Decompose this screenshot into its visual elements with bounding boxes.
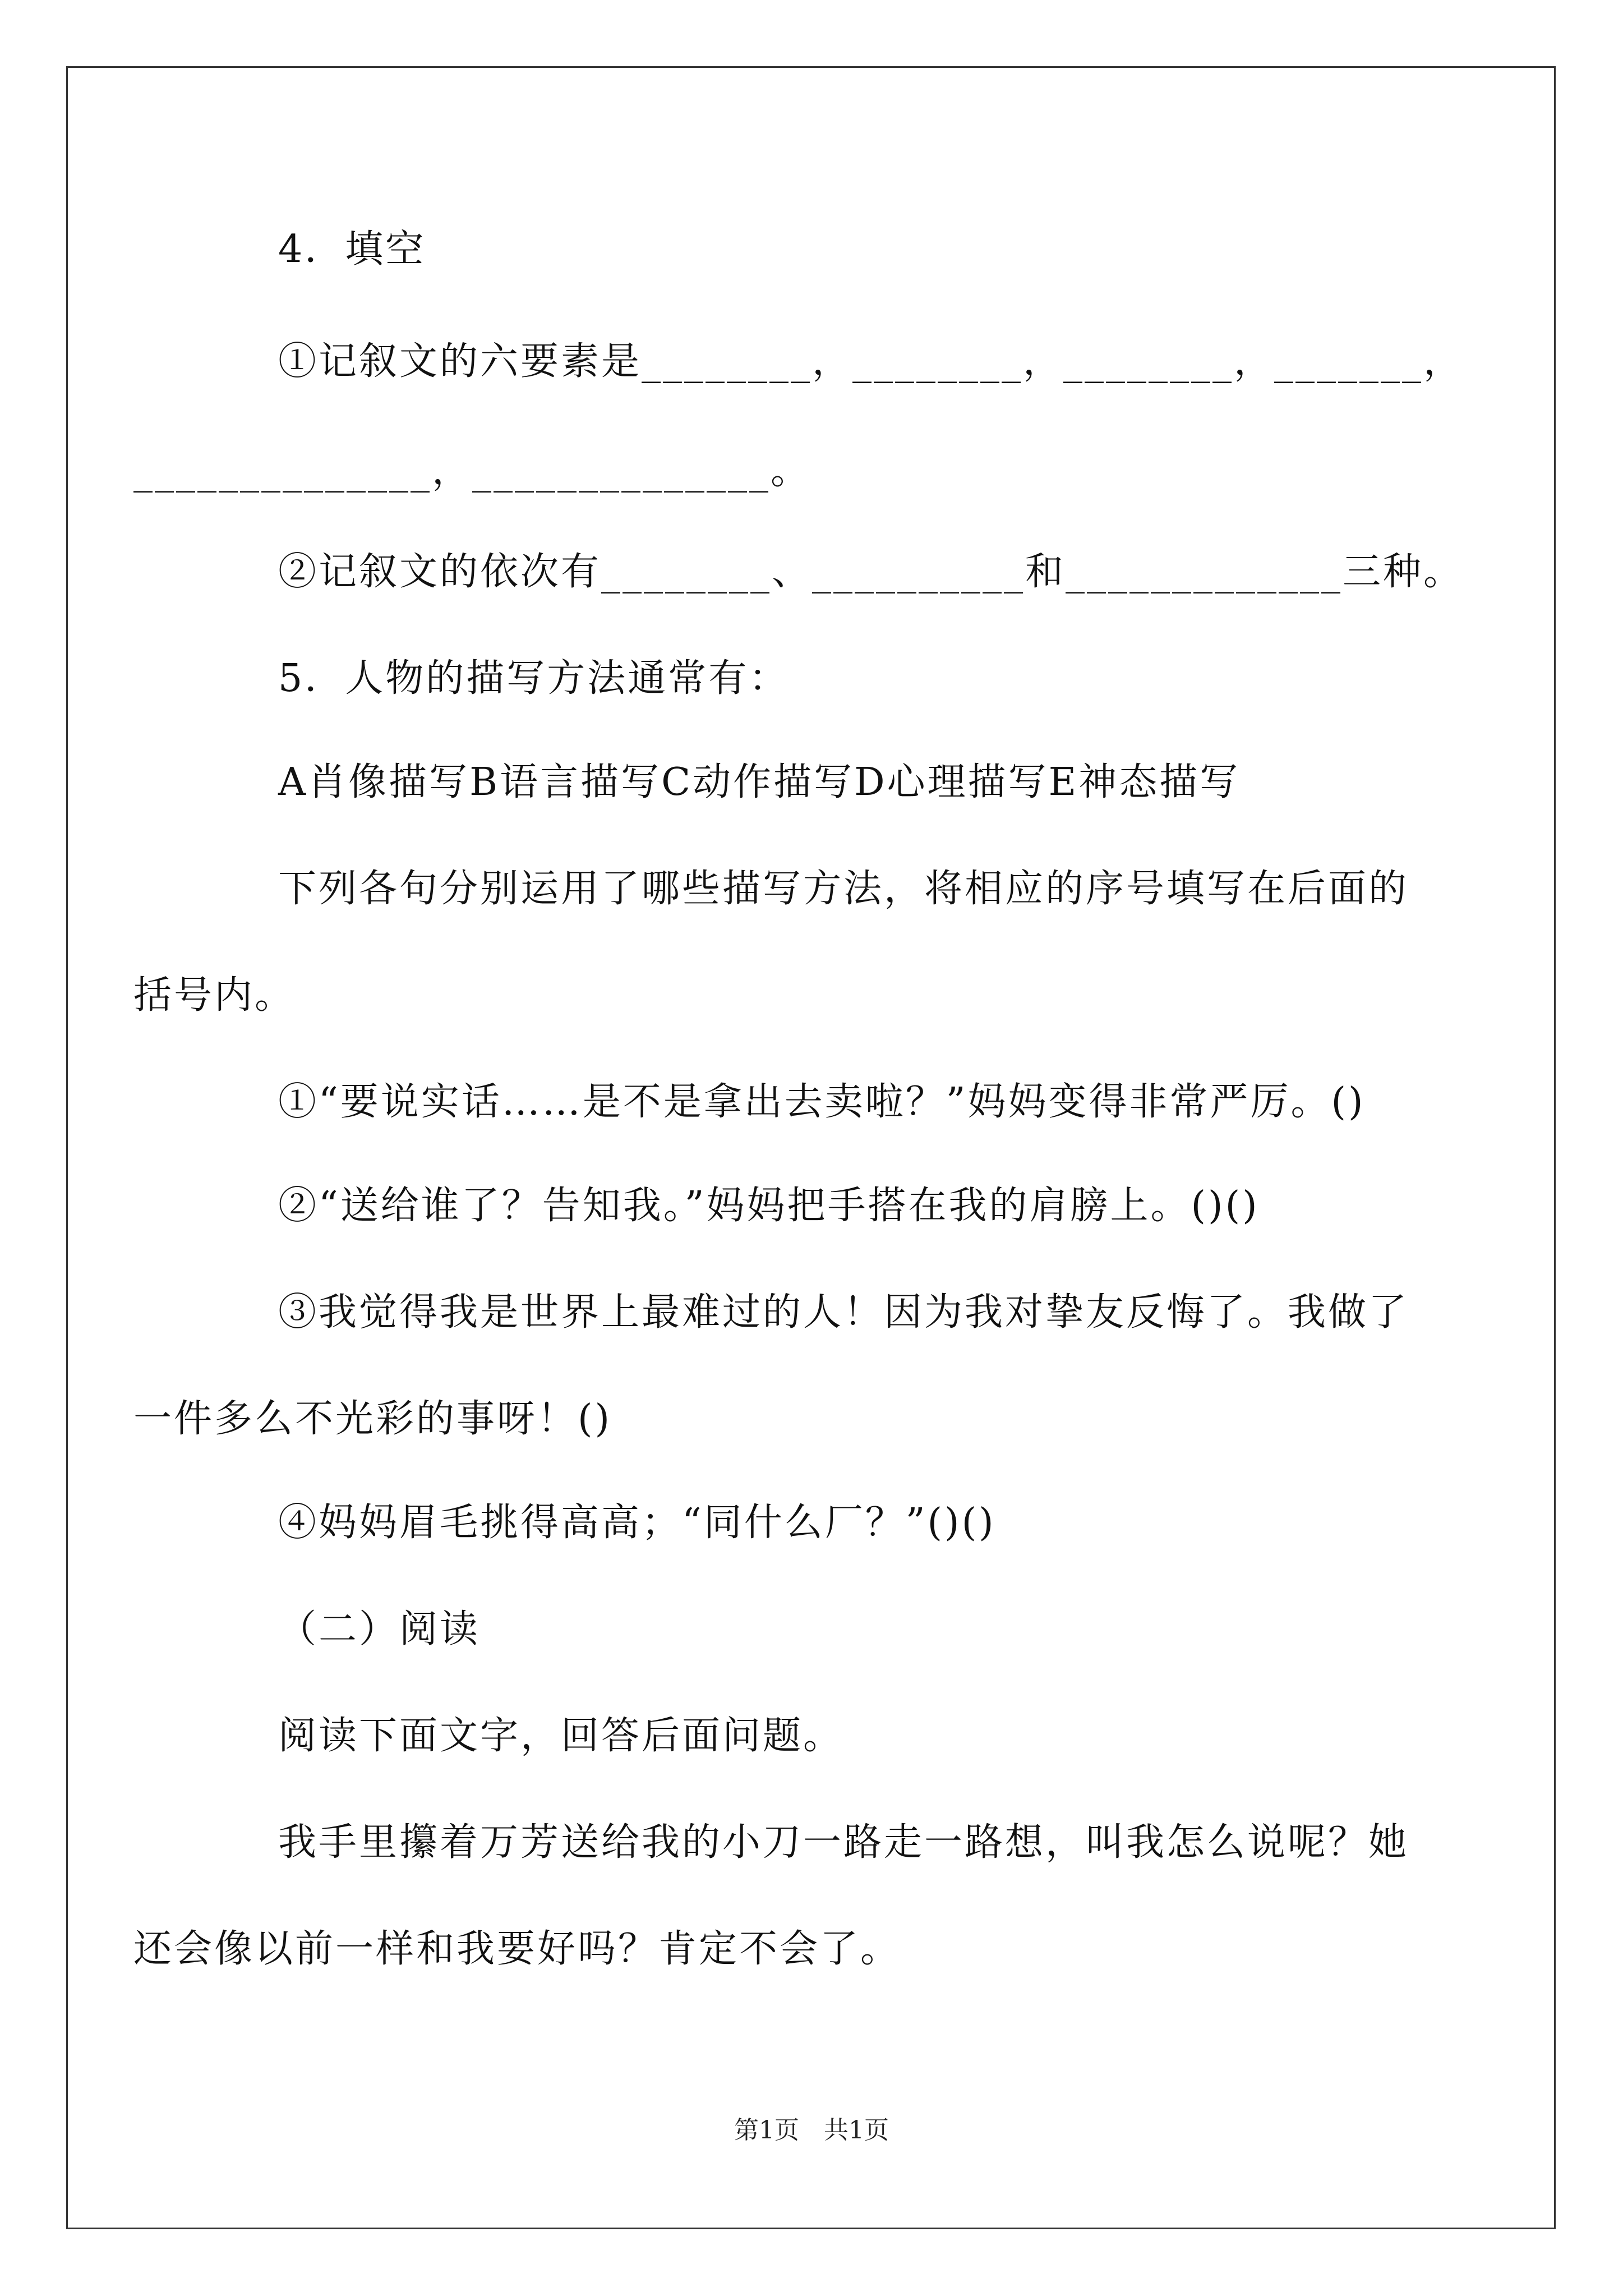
reading-instruction: 阅读下面文字，回答后面问题。	[278, 1714, 844, 1758]
question-4-item-1-continued: ______________，______________。	[133, 449, 811, 493]
sentence-1: ①“要说实话……是不是拿出去卖啦？”妈妈变得非常严厉。()	[278, 1080, 1366, 1124]
question-4-item-1: ①记叙文的六要素是________，________，________，_______，	[278, 339, 1464, 384]
sentence-3: ③我觉得我是世界上最难过的人！因为我对挚友反悔了。我做了	[278, 1290, 1409, 1335]
instruction-text-continued: 括号内。	[133, 973, 296, 1018]
sentence-4: ④妈妈眉毛挑得高高；“同什么厂？”()()	[278, 1501, 996, 1545]
instruction-text: 下列各句分别运用了哪些描写方法，将相应的序号填写在后面的	[278, 867, 1409, 911]
description-options: A肖像描写B语言描写C动作描写D心理描写E神态描写	[278, 760, 1241, 804]
reading-passage: 我手里攥着万芳送给我的小刀一路走一路想，叫我怎么说呢？她	[278, 1820, 1409, 1865]
section-reading-heading: （二）阅读	[278, 1607, 481, 1651]
sentence-2: ②“送给谁了？告知我。”妈妈把手搭在我的肩膀上。()()	[278, 1184, 1260, 1228]
question-5-heading: 5．人物的描写方法通常有：	[278, 656, 790, 701]
page-border	[66, 66, 1556, 2229]
sentence-3-continued: 一件多么不光彩的事呀！()	[133, 1397, 612, 1441]
reading-passage-continued: 还会像以前一样和我要好吗？肯定不会了。	[133, 1927, 901, 1971]
page-number-footer: 第1页 共1页	[734, 2116, 889, 2145]
question-4-item-2: ②记叙文的依次有________、__________和_____________三种。	[278, 550, 1464, 594]
question-4-heading: 4．填空	[278, 227, 426, 272]
